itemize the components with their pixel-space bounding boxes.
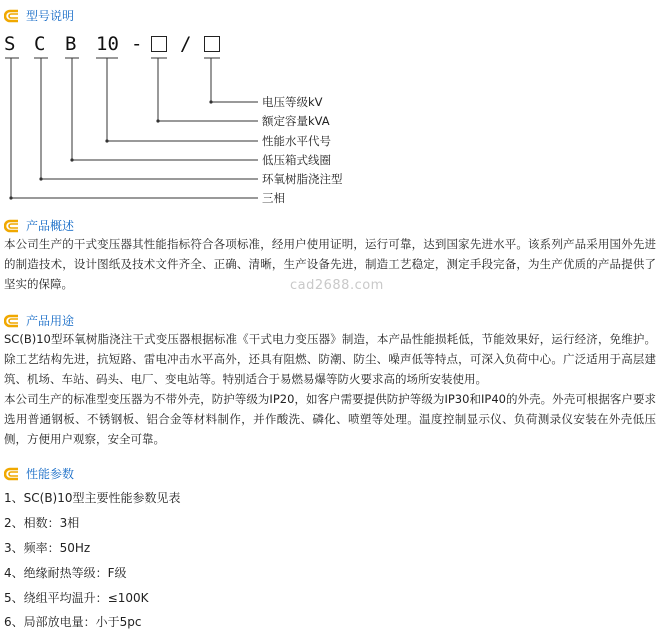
section-header-usage xyxy=(4,313,74,329)
label-voltage-level: 电压等级kV xyxy=(262,95,323,109)
spec-item: 4、绝缘耐热等级：F级 xyxy=(4,566,127,580)
model-box-capacity xyxy=(151,36,167,52)
leader-performance xyxy=(107,58,258,141)
leader-voltage xyxy=(211,58,258,102)
model-box-voltage xyxy=(204,36,220,52)
label-performance-code: 性能水平代号 xyxy=(262,134,331,148)
model-char-slash: / xyxy=(180,33,192,55)
section-title: 型号说明 xyxy=(26,9,75,23)
overview-paragraph: 本公司生产的干式变压器其性能指标符合各项标准，经用户使用证明，运行可靠，达到国家先进水平。该系列产品采用国外先进的制造技术，设计图纸及技术文件齐全、正确、清晰，生产设备先进，制造工艺稳定，测定手段完备，为生产优质的产品提供了坚实的保障。 xyxy=(4,237,656,291)
section-marker-icon xyxy=(4,9,22,23)
section-header-overview xyxy=(4,218,74,234)
leader-phase xyxy=(11,58,258,198)
leader-epoxy xyxy=(41,58,258,179)
section-title: 性能参数 xyxy=(26,467,75,481)
model-char-b: B xyxy=(65,33,77,55)
model-code xyxy=(0,33,240,55)
spec-item: 6、局部放电量：小于5pc xyxy=(4,615,142,629)
spec-item: 3、频率：50Hz xyxy=(4,541,91,555)
label-low-voltage-coil: 低压箱式线圈 xyxy=(262,153,331,167)
label-epoxy-cast: 环氧树脂浇注型 xyxy=(262,172,343,186)
leader-lowvoltage xyxy=(72,58,258,160)
model-char-dash: - xyxy=(131,33,143,55)
model-char-10: 10 xyxy=(96,33,119,55)
watermark: cad2688.com xyxy=(290,278,384,293)
spec-item: 1、SC(B)10型主要性能参数见表 xyxy=(4,491,181,505)
label-three-phase: 三相 xyxy=(262,191,285,205)
section-title: 产品用途 xyxy=(26,314,75,328)
section-header-params xyxy=(4,466,74,482)
model-char-c: C xyxy=(34,33,46,55)
usage-paragraph-2: 本公司生产的标准型变压器为不带外壳，防护等级为IP20，如客户需要提供防护等级为IP30和IP40的外壳。外壳可根据客户要求选用普通钢板、不锈钢板、铝合金等材料制作，并作酸洗、磷化、喷塑等处理。温度控制显示仪、负荷测录仪安装在外壳低压侧，方便用户观察，安全可靠。 xyxy=(4,392,656,446)
section-marker-icon xyxy=(4,314,22,328)
section-marker-icon xyxy=(4,467,22,481)
spec-item: 5、绕组平均温升：≤100K xyxy=(4,591,149,605)
spec-item: 2、相数：3相 xyxy=(4,516,80,530)
usage-paragraph-1: SC(B)10型环氧树脂浇注干式变压器根据标准《干式电力变压器》制造，本产品性能损耗低，节能效果好，运行经济，免维护。除工艺结构先进，抗短路、雷电冲击水平高外，还具有阻燃、防潮、防尘、噪声低等特点，可深入负荷中心。广泛适用于高层建筑、机场、车站、码头、电厂、变电站等。特别适合于易燃易爆等防火要求高的场所安装使用。 xyxy=(4,332,656,386)
leader-capacity xyxy=(158,58,258,121)
label-rated-capacity: 额定容量kVA xyxy=(262,114,330,128)
section-title: 产品概述 xyxy=(26,219,75,233)
section-marker-icon xyxy=(4,219,22,233)
section-header-model xyxy=(4,8,74,24)
model-char-s: S xyxy=(4,33,16,55)
